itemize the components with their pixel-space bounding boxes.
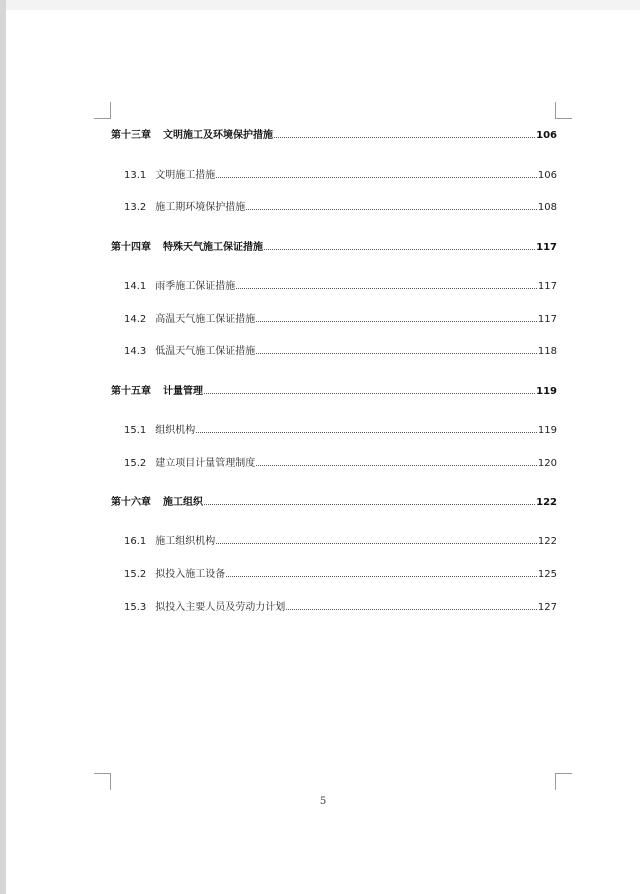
toc-entry-page: 127 <box>537 602 557 613</box>
toc-leader-dots <box>256 312 537 322</box>
toc-entry-number: 16.1 <box>124 536 147 547</box>
toc-entry-number: 13.1 <box>124 170 147 181</box>
toc-entry-title: 建立项目计量管理制度 <box>155 458 256 469</box>
toc-entry-title: 组织机构 <box>155 425 196 436</box>
toc-chapter-16[interactable] <box>111 493 557 509</box>
toc-section-14-2[interactable] <box>111 310 557 326</box>
crop-mark-top-right <box>555 102 572 119</box>
toc-entry-number: 15.2 <box>124 569 147 580</box>
toc-leader-dots <box>256 344 537 354</box>
toc-chapter-13[interactable] <box>111 126 557 142</box>
toc-leader-dots <box>274 128 535 138</box>
toc-entry-title: 文明施工措施 <box>155 170 216 181</box>
toc-entry-number: 13.2 <box>124 202 147 213</box>
toc-section-13-1[interactable] <box>111 166 557 182</box>
toc-entry-number: 14.2 <box>124 314 147 325</box>
toc-leader-dots <box>226 567 537 577</box>
toc-section-15-3[interactable] <box>111 598 557 614</box>
toc-entry-page: 106 <box>537 170 557 181</box>
toc-entry-title: 拟投入施工设备 <box>155 569 226 580</box>
toc-section-14-3[interactable] <box>111 342 557 358</box>
toc-leader-dots <box>264 240 535 250</box>
toc-entry-title: 计量管理 <box>163 386 203 397</box>
toc-entry-page: 108 <box>537 202 557 213</box>
toc-leader-dots <box>204 384 535 394</box>
toc-leader-dots <box>286 600 537 610</box>
toc-section-13-2[interactable] <box>111 198 557 214</box>
crop-mark-bottom-right <box>555 773 572 790</box>
toc-chapter-15[interactable] <box>111 382 557 398</box>
toc-entry-page: 117 <box>537 314 557 325</box>
toc-entry-page: 125 <box>537 569 557 580</box>
toc-leader-dots <box>204 495 535 505</box>
toc-entry-number: 14.1 <box>124 281 147 292</box>
toc-section-16-1[interactable] <box>111 532 557 548</box>
toc-entry-page: 122 <box>536 497 557 508</box>
window-top-strip <box>0 0 640 10</box>
toc-entry-number: 15.1 <box>124 425 147 436</box>
toc-section-15-1[interactable] <box>111 421 557 437</box>
document-page <box>6 10 640 894</box>
toc-entry-title: 施工期环境保护措施 <box>155 202 246 213</box>
crop-mark-top-left <box>94 102 111 119</box>
toc-section-14-1[interactable] <box>111 277 557 293</box>
toc-leader-dots <box>196 423 537 433</box>
toc-leader-dots <box>246 200 537 210</box>
toc-entry-number: 15.3 <box>124 602 147 613</box>
toc-entry-number: 第十三章 <box>111 130 151 141</box>
toc-entry-title: 施工组织 <box>163 497 203 508</box>
toc-leader-dots <box>236 279 537 289</box>
crop-mark-bottom-left <box>94 773 111 790</box>
page-number: 5 <box>319 796 327 807</box>
toc-entry-title: 拟投入主要人员及劳动力计划 <box>155 602 286 613</box>
toc-entry-page: 117 <box>537 281 557 292</box>
toc-section-15-2[interactable] <box>111 454 557 470</box>
toc-entry-title: 雨季施工保证措施 <box>155 281 236 292</box>
toc-leader-dots <box>216 534 537 544</box>
toc-entry-page: 120 <box>537 458 557 469</box>
toc-entry-number: 15.2 <box>124 458 147 469</box>
toc-entry-title: 文明施工及环境保护措施 <box>163 130 273 141</box>
toc-entry-title: 施工组织机构 <box>155 536 216 547</box>
toc-entry-title: 高温天气施工保证措施 <box>155 314 256 325</box>
toc-entry-title: 低温天气施工保证措施 <box>155 346 256 357</box>
toc-entry-page: 106 <box>536 130 557 141</box>
toc-leader-dots <box>256 456 537 466</box>
toc-entry-title: 特殊天气施工保证措施 <box>163 242 263 253</box>
toc-entry-number: 第十五章 <box>111 386 151 397</box>
toc-entry-number: 14.3 <box>124 346 147 357</box>
toc-chapter-14[interactable] <box>111 238 557 254</box>
toc-entry-page: 117 <box>536 242 557 253</box>
toc-entry-number: 第十六章 <box>111 497 151 508</box>
toc-leader-dots <box>216 168 537 178</box>
toc-entry-page: 119 <box>537 425 557 436</box>
toc-entry-page: 122 <box>537 536 557 547</box>
toc-section-15-2b[interactable] <box>111 565 557 581</box>
toc-entry-page: 119 <box>536 386 557 397</box>
toc-entry-number: 第十四章 <box>111 242 151 253</box>
toc-entry-page: 118 <box>537 346 557 357</box>
